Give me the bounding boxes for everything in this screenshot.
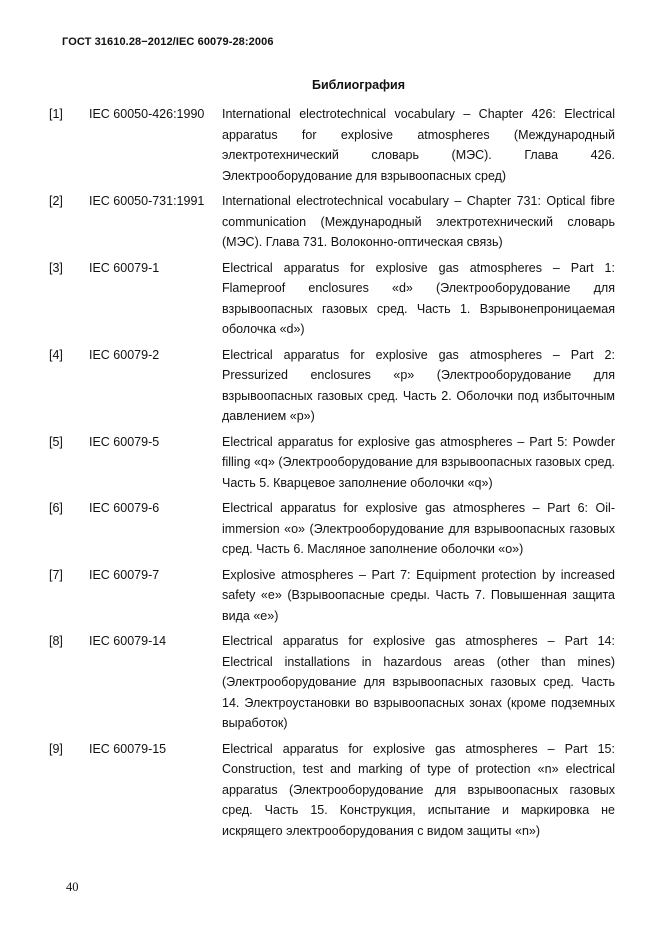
entry-description: International electrotechnical vocabulary – Chapter 426: Electrical apparatus for explosive atmospheres (Международный электротехнический словарь (МЭС). Глава 426. Электрооборудование для взрывоопасных сред) — [222, 107, 615, 183]
entry-standard: IEC 60050-731:1991 — [89, 194, 205, 208]
bibliography-entry-4 — [0, 345, 661, 427]
entry-number: [9] — [49, 741, 63, 756]
entry-description: Electrical apparatus for explosive gas atmospheres – Part 14: Electrical installations in hazardous areas (other than mines) (Электрооборудование для взрывоопасных газовых сред. Часть 14. Электроустановки во взрывоопасных зонах (кроме подземных выработок) — [222, 634, 615, 730]
entry-description: Electrical apparatus for explosive gas atmospheres – Part 1: Flameproof enclosures «d» (Электрооборудование для взрывоопасных газовых сред. Часть 1. Взрывонепроницаемая оболочка «d») — [222, 260, 615, 336]
bibliography-entry-3 — [0, 258, 661, 340]
bibliography-entry-1 — [0, 104, 661, 186]
entry-description: Explosive atmospheres – Part 7: Equipment protection by increased safety «e» (Взрывоопасные среды. Часть 7. Повышенная защита вида «e») — [222, 567, 615, 623]
entry-number: [6] — [49, 501, 63, 515]
entry-number: [3] — [49, 260, 63, 275]
entry-number: [8] — [49, 634, 63, 648]
entry-description: Electrical apparatus for explosive gas atmospheres – Part 5: Powder filling «q» (Электрооборудование для взрывоопасных газовых сред. Часть 5. Кварцевое заполнение оболочки «q») — [222, 434, 615, 490]
entry-standard: IEC 60050-426:1990 — [89, 107, 205, 121]
entry-number: [4] — [49, 347, 63, 362]
entry-description: International electrotechnical vocabulary – Chapter 731: Optical fibre communication (Международный электротехнический словарь (МЭС). Глава 731. Волоконно-оптическая связь) — [222, 194, 615, 249]
entry-number: [5] — [49, 434, 63, 449]
entry-standard: IEC 60079-1 — [89, 260, 160, 275]
bibliography-entry-8 — [0, 631, 661, 734]
bibliography-entry-7 — [0, 565, 661, 627]
entry-number: [2] — [49, 194, 63, 208]
entry-standard: IEC 60079-15 — [89, 741, 167, 756]
bibliography-entry-9 — [0, 739, 661, 842]
entry-standard: IEC 60079-5 — [89, 434, 160, 449]
entry-standard: IEC 60079-14 — [89, 634, 167, 648]
entry-standard: IEC 60079-6 — [89, 501, 160, 515]
bibliography-entry-6 — [0, 498, 661, 560]
entry-number: [1] — [49, 107, 63, 121]
entry-description: Electrical apparatus for explosive gas atmospheres – Part 2: Pressurized enclosures «p» (Электрооборудование для взрывоопасных газовых сред. Часть 2. Оболочки под избыточным давлением «p») — [222, 347, 615, 423]
entry-number: [7] — [49, 567, 63, 582]
bibliography-entry-5 — [0, 432, 661, 494]
section-title: Библиография — [311, 78, 406, 92]
entry-standard: IEC 60079-2 — [89, 347, 160, 362]
entry-description: Electrical apparatus for explosive gas atmospheres – Part 15: Construction, test and marking of type of protection «n» electrical apparatus (Электрооборудование для взрывоопасных газовых сред. Часть 15. Конструкция, испытание и маркировка не искрящего электрооборудования с видом защиты «n») — [222, 741, 615, 838]
entry-description: Electrical apparatus for explosive gas atmospheres – Part 6: Oil-immersion «o» (Электрооборудование для взрывоопасных газовых сред. Часть 6. Масляное заполнение оболочки «o») — [222, 501, 615, 556]
entry-standard: IEC 60079-7 — [89, 567, 160, 582]
bibliography-entry-2 — [0, 191, 661, 253]
bibliography-list — [0, 104, 661, 846]
page-number: 40 — [66, 880, 79, 894]
document-header: ГОСТ 31610.28−2012/IEC 60079-28:2006 — [62, 36, 274, 48]
